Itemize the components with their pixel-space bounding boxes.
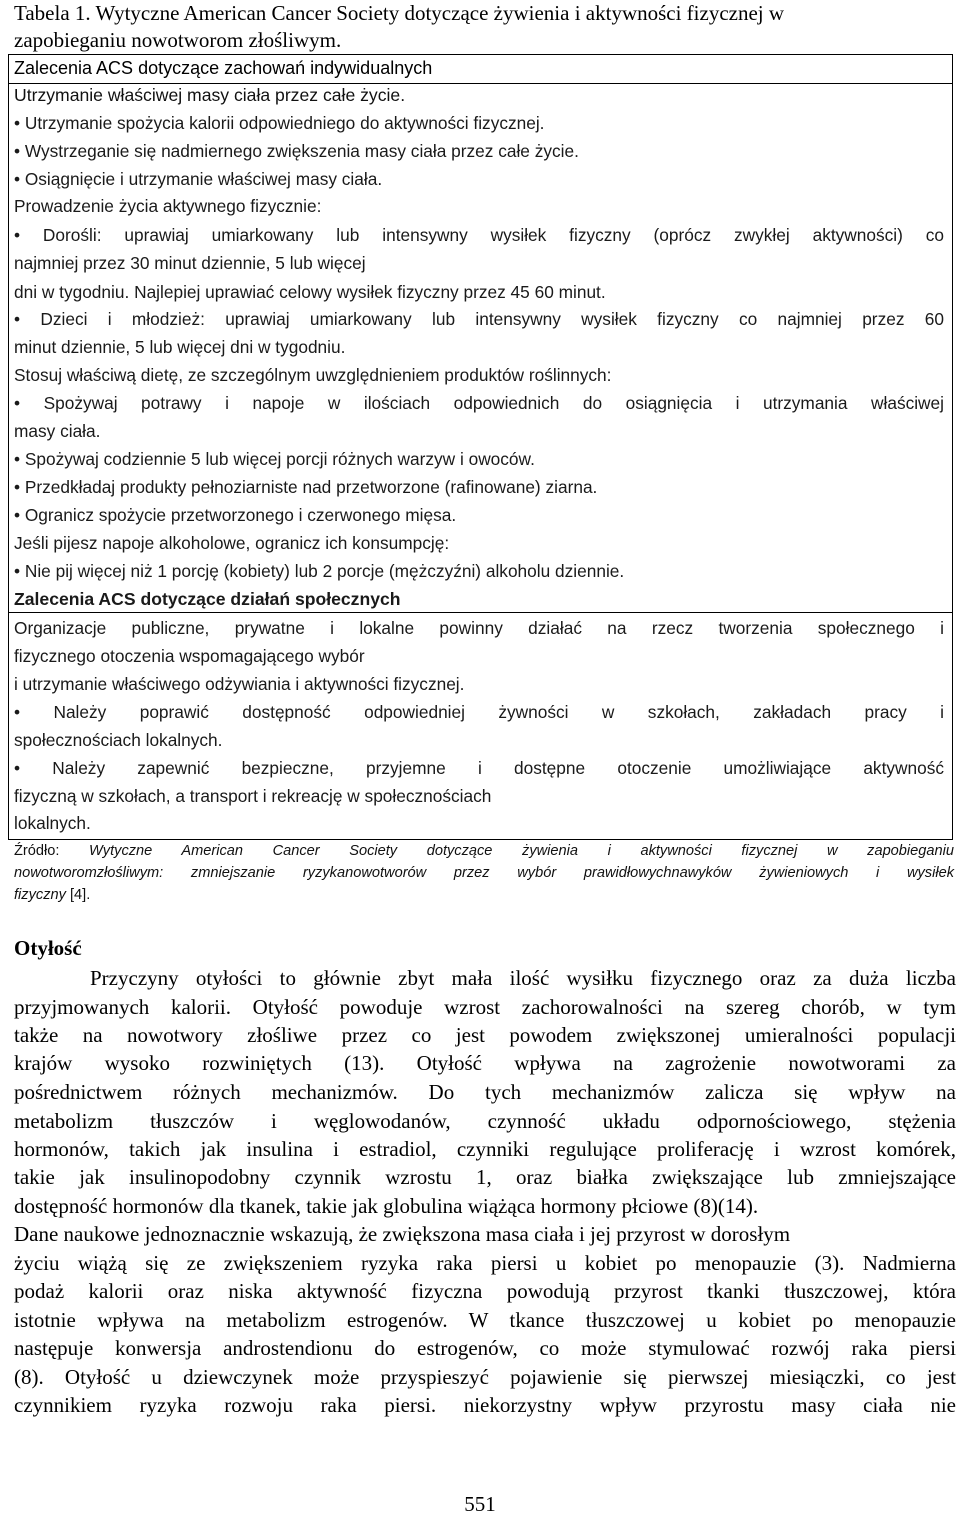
table-line: • Utrzymanie spożycia kalorii odpowiedniego do aktywności fizycznej.	[14, 113, 545, 133]
table-line: • Nie pij więcej niż 1 porcję (kobiety) lub 2 porcje (mężczyźni) alkoholu dziennie.	[14, 561, 625, 581]
body-line: dostępność hormonów dla tkanek, takie jak globulina wiążąca hormony płciowe (8)(14).	[14, 1194, 759, 1218]
body-line: następuje konwersja androstendionu do estrogenów, co może stymulować rozwój raka piersi	[14, 1336, 956, 1360]
table-line: Prowadzenie życia aktywnego fizycznie:	[14, 196, 322, 216]
table-section-individual	[8, 54, 953, 613]
table-line: fizyczną w szkołach, a transport i rekreację w społecznościach	[14, 786, 492, 806]
section-header-community: Zalecenia ACS dotyczące działań społecznych	[14, 589, 401, 609]
body-line: istotnie wpływa na metabolizm estrogenów. W tkance tłuszczowej u kobiet po menopauzie	[14, 1308, 956, 1332]
body-line: przyjmowanych kalorii. Otyłość powoduje wzrost zachorowalności na szereg chorób, w tym	[14, 995, 956, 1019]
table-caption	[14, 0, 944, 54]
table-line: masy ciała.	[14, 421, 101, 441]
table-line: • Należy poprawić dostępność odpowiedniej żywności w szkołach, zakładach pracy i	[14, 702, 944, 722]
table-line: • Spożywaj codziennie 5 lub więcej porcji różnych warzyw i owoców.	[14, 449, 535, 469]
table-line: najmniej przez 30 minut dziennie, 5 lub więcej	[14, 253, 366, 273]
table-line: • Wystrzeganie się nadmiernego zwiększenia masy ciała przez całe życie.	[14, 141, 579, 161]
table-line: i utrzymanie właściwego odżywiania i aktywności fizycznej.	[14, 674, 465, 694]
table-line: Utrzymanie właściwej masy ciała przez całe życie.	[14, 85, 406, 105]
table-line: minut dziennie, 5 lub więcej dni w tygodniu.	[14, 337, 346, 357]
source-suffix: [4].	[69, 887, 91, 903]
table-line: lokalnych.	[14, 813, 91, 833]
table-line: • Spożywaj potrawy i napoje w ilościach odpowiednich do osiągnięcia i utrzymania właściwej	[14, 393, 944, 413]
table-line: • Należy zapewnić bezpieczne, przyjemne i dostępne otoczenie umożliwiające aktywność	[14, 758, 944, 778]
body-line: Dane naukowe jednoznacznie wskazują, że zwiększona masa ciała i jej przyrost w dorosłym	[14, 1222, 791, 1246]
table-line: Jeśli pijesz napoje alkoholowe, ogranicz ich konsumpcję:	[14, 533, 450, 553]
table-line: Organizacje publiczne, prywatne i lokalne powinny działać na rzecz tworzenia społecznego i	[14, 618, 944, 638]
table-line: • Ogranicz spożycie przetworzonego i czerwonego mięsa.	[14, 505, 457, 525]
source-prefix: Źródło:	[14, 843, 60, 859]
section-heading: Otyłość	[14, 936, 82, 960]
body-line: takie jak insulinopodobny czynnik wzrostu 1, oraz białka zwiększające lub zmniejszające	[14, 1165, 956, 1189]
table-line: dni w tygodniu. Najlepiej uprawiać celowy wysiłek fizyczny przez 45 60 minut.	[14, 282, 606, 302]
caption-line: Tabela 1. Wytyczne American Cancer Society dotyczące żywienia i aktywności fizycznej w	[14, 1, 785, 25]
body-line: (8). Otyłość u dziewczynek może przyspieszyć pojawienie się pierwszej miesiączki, co jest	[14, 1365, 956, 1389]
caption-line: zapobieganiu nowotworom złośliwym.	[14, 28, 342, 52]
body-line: życiu wiążą się ze zwiększeniem ryzyka raka piersi u kobiet po menopauzie (3). Nadmierna	[14, 1251, 956, 1275]
divider	[8, 83, 952, 84]
table-line: społecznościach lokalnych.	[14, 730, 223, 750]
table-line: fizycznego otoczenia wspomagającego wybór	[14, 646, 365, 666]
body-line: pośrednictwem różnych mechanizmów. Do tych mechanizmów zalicza się wpływ na	[14, 1080, 956, 1104]
section-header-individual: Zalecenia ACS dotyczące zachowań indywidualnych	[14, 58, 433, 78]
body-line: podaż kalorii oraz niska aktywność fizyczna powodują przyrost tkanki tłuszczowej, która	[14, 1279, 956, 1303]
source-line	[14, 862, 954, 884]
body-line: Przyczyny otyłości to głównie zbyt mała ilość wysiłku fizycznego oraz za duża liczba	[90, 966, 956, 990]
table-line: • Przedkładaj produkty pełnoziarniste nad przetworzone (rafinowane) ziarna.	[14, 477, 598, 497]
body-line: krajów wysoko rozwiniętych (13). Otyłość wpływa na zagrożenie nowotworami za	[14, 1051, 956, 1075]
body-line: hormonów, takich jak insulina i estradiol, czynniki regulujące proliferację i wzrost komórek,	[14, 1137, 956, 1161]
table-line: Stosuj właściwą dietę, ze szczególnym uwzględnieniem produktów roślinnych:	[14, 365, 612, 385]
table-line: • Dzieci i młodzież: uprawiaj umiarkowany lub intensywny wysiłek fizyczny co najmniej przez 60	[14, 309, 944, 329]
table-line: • Osiągnięcie i utrzymanie właściwej masy ciała.	[14, 169, 383, 189]
source-line	[14, 884, 954, 906]
source-line	[14, 840, 954, 862]
page-number: 551	[464, 1492, 496, 1516]
table-line: • Dorośli: uprawiaj umiarkowany lub intensywny wysiłek fizyczny (oprócz zwykłej aktywności) co	[14, 225, 944, 245]
source-title: Wytyczne American Cancer Society dotyczące żywienia i aktywności fizycznej w zapobieganiu	[89, 843, 954, 859]
body-line: metabolizm tłuszczów i węglowodanów, czynność układu odpornościowego, stężenia	[14, 1109, 956, 1133]
source-title: fizyczny	[14, 887, 66, 903]
source-title: nowotworomzłośliwym: zmniejszanie ryzykanowotworów przez wybór prawidłowychnawyków żywieniowych i wysiłek	[14, 865, 954, 881]
body-line: także na nowotwory złośliwe przez co jest powodem zwiększonej umieralności populacji	[14, 1023, 956, 1047]
body-line: czynnikiem ryzyka rozwoju raka piersi. niekorzystny wpływ przyrostu masy ciała nie	[14, 1393, 956, 1417]
